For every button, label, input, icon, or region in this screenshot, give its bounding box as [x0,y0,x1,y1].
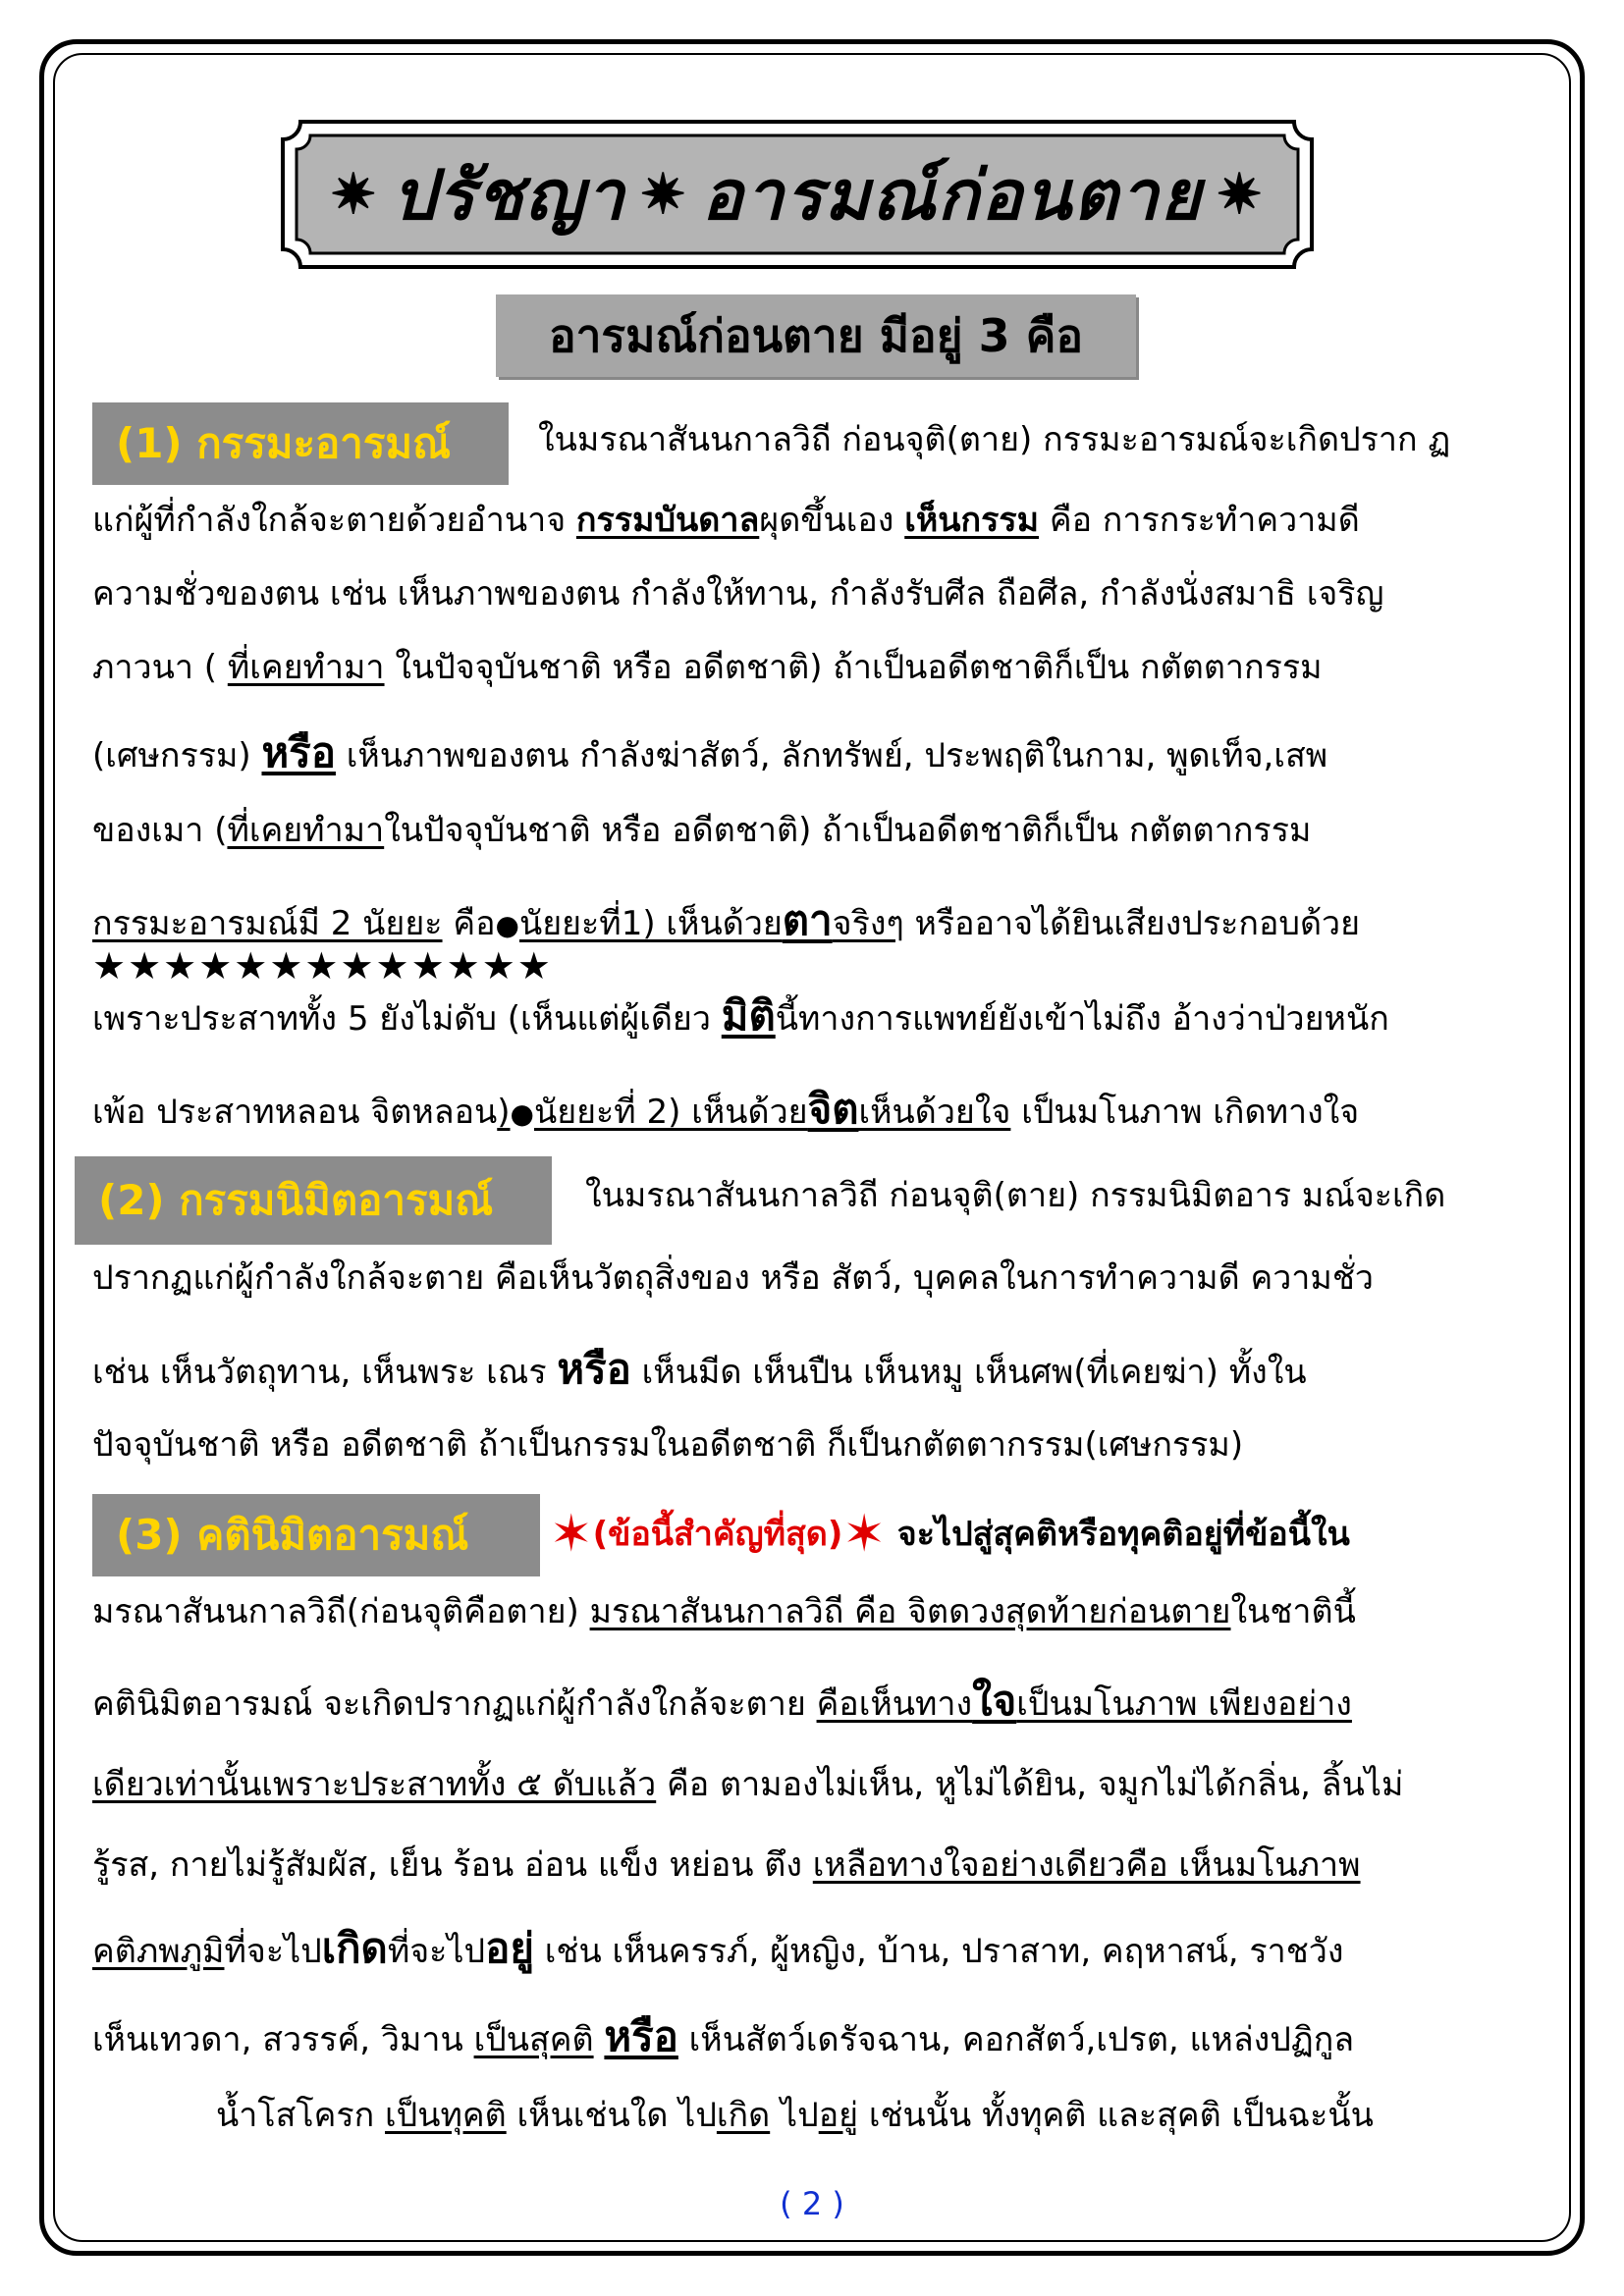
section1-line [538,420,1450,460]
text-segment: หรือ [261,728,336,776]
section3-heading-line [550,1504,1350,1565]
text-segment: ) [497,1093,511,1132]
text-segment: เห็นด้วยใจ [858,1093,1011,1132]
section3-intro: จะไปสู่สุคติหรือทุคติอยู่ที่ข้อนี้ใน [885,1515,1350,1554]
text-segment: มิติ [721,991,776,1040]
title-star-icon: ✷ [639,162,688,227]
section1-line [92,728,1327,777]
text-segment: ผุดขึ้นเอง [759,501,905,540]
text-segment: นัยยะที่ 2) เห็นด้วย [533,1093,808,1132]
section1-line [92,991,1389,1041]
section1-line [92,501,1360,541]
text-segment: ในชาตินี้ [1230,1592,1356,1631]
section1-line [92,648,1323,688]
section2-line [92,1345,1307,1394]
text-segment: ปรากฏแก่ผู้กำลังใกล้จะตาย คือเห็นวัตถุสิ่งของ หรือ สัตว์, บุคคลในการทำความดี ความชั่ว [92,1258,1374,1298]
text-segment: เพ้อ ประสาทหลอน จิตหลอน [92,1093,498,1132]
text-segment: เกิด [716,2096,771,2135]
text-segment: เดียวเท่านั้นเพราะประสาททั้ง ๕ ดับแล้ว [92,1765,657,1804]
text-segment: ที่เคยทำมา [227,648,385,687]
text-segment: เป็นมโนภาพ เกิดทางใจ [1010,1093,1360,1132]
text-segment [594,2020,605,2059]
text-segment: หรือ [604,2012,678,2060]
text-segment: ภาวนา ( [92,648,228,687]
text-segment: กรรมบันดาล [575,501,760,540]
text-segment: คตินิมิตอารมณ์ จะเกิดปรากฏแก่ผู้กำลังใกล้จะตาย [92,1684,817,1724]
text-segment: เป็นสุคติ [473,2020,594,2059]
text-segment: คือ การกระทำความดี [1039,501,1360,540]
page-title [277,116,1318,273]
subtitle-box: อารมณ์ก่อนตาย มีอยู่ 3 คือ [496,294,1136,377]
text-segment: ของเมา ( [92,811,228,850]
text-segment: เห็นเทวดา, สวรรค์, วิมาน [92,2020,474,2059]
text-segment: จิต [807,1085,859,1133]
text-segment: ตา [782,896,833,944]
section2-line [92,1258,1374,1299]
text-segment: นัยยะที่1) เห็นด้วย [518,904,783,943]
text-segment: เห็นกรรม [904,501,1040,540]
section3-line [92,2012,1354,2061]
text-segment: เห็นมีด เห็นปืน เห็นหมู เห็นศพ(ที่เคยฆ่า) ทั้งใน [630,1353,1307,1392]
text-segment: เป็นมโนภาพ เพียงอย่าง [1016,1684,1352,1724]
text-segment: ใจ [972,1677,1017,1725]
important-note: (ข้อนี้สำคัญที่สุด) [592,1515,843,1554]
text-segment: หรืออาจได้ยินเสียงประกอบด้วย [903,904,1361,943]
section1-line [92,574,1384,614]
red-star-icon: ✶ [550,1505,593,1564]
text-segment: คือ [442,904,496,943]
text-segment: ไป [770,2096,819,2135]
section1-line [92,811,1311,851]
stars-divider: ★★★★★★★★★★★★★ [92,944,553,988]
title-star-icon: ✷ [1216,162,1265,227]
text-segment: อยู่ [485,1924,534,1972]
text-segment: ที่จะไป [387,1932,486,1971]
text-segment: อยู่ [818,2096,859,2135]
page-border-inner [53,53,1571,2242]
section1-line [92,1085,1359,1134]
text-segment: เพราะประสาททั้ง 5 ยังไม่ดับ (เห็นแต่ผู้เดียว [92,999,722,1039]
section3-line [92,1677,1352,1726]
text-segment: น้ำโสโครก [216,2096,386,2135]
title-right: อารมณ์ก่อนตาย [701,153,1203,236]
section3-line [92,1592,1356,1632]
text-segment: เช่น เห็นครรภ์, ผู้หญิง, บ้าน, ปราสาท, คฤหาสน์, ราชวัง [533,1932,1344,1971]
text-segment: รู้รส, กายไม่รู้สัมผัส, เย็น ร้อน อ่อน แข็ง หย่อน ตึง [92,1845,813,1885]
section3-line [92,1765,1403,1805]
section1-label: (1) กรรมะอารมณ์ [92,402,509,485]
section3-line [92,1845,1361,1886]
bullet-dot-icon: ● [510,1097,534,1130]
page-number: ( 2 ) [780,2185,844,2222]
text-segment: เห็นสัตว์เดรัจฉาน, คอกสัตว์,เปรต, แหล่งปฏิกูล [677,2020,1355,2059]
text-segment: หรือ [557,1345,631,1393]
text-segment: คติภพภูมิ [92,1932,225,1971]
text-segment: ความชั่วของตน เช่น เห็นภาพของตน กำลังให้ทาน, กำลังรับศีล ถือศีล, กำลังนั่งสมาธิ เจริญ [92,574,1384,614]
text-segment: แก่ผู้ที่กำลังใกล้จะตายด้วยอำนาจ [92,501,576,540]
text-segment: เห็นภาพของตน กำลังฆ่าสัตว์, ลักทรัพย์, ประพฤติในกาม, พูดเท็จ,เสพ [335,736,1328,775]
title-banner [277,116,1318,273]
text-segment: ในปัจจุบันชาติ หรือ อดีตชาติ) ถ้าเป็นอดีตชาติก็เป็น กตัตตากรรม [384,811,1312,850]
text-segment: มรณาสันนกาลวิถี คือ จิตดวงสุดท้ายก่อนตาย [589,1592,1231,1631]
title-star-icon: ✷ [330,162,379,227]
text-segment: มรณาสันนกาลวิถี(ก่อนจุติคือตาย) [92,1592,590,1631]
text-segment: ในมรณาสันนกาลวิถี ก่อนจุติ(ตาย) กรรมะอารมณ์จะเกิดปราก ฏ [538,420,1451,459]
text-segment: คือเห็นทาง [816,1684,973,1724]
section3-label: (3) คตินิมิตอารมณ์ [92,1494,540,1576]
text-segment: เกิด [321,1924,388,1972]
title-left: ปรัชญา [392,153,626,236]
text-segment: ปัจจุบันชาติ หรือ อดีตชาติ ถ้าเป็นกรรมในอดีตชาติ ก็เป็นกตัตตากรรม(เศษกรรม) [92,1425,1244,1465]
text-segment: ในปัจจุบันชาติ หรือ อดีตชาติ) ถ้าเป็นอดีตชาติก็เป็น กตัตตากรรม [384,648,1323,687]
section3-line [216,2096,1374,2136]
text-segment: เห็นเช่นใด ไป [506,2096,717,2135]
section1-line [92,896,1360,945]
section2-line [585,1176,1445,1216]
text-segment: จริงๆ [832,904,904,943]
red-star-icon: ✶ [842,1505,886,1564]
text-segment: กรรมะอารมณ์มี 2 นัยยะ [92,904,443,943]
text-segment: คือ ตามองไม่เห็น, หูไม่ได้ยิน, จมูกไม่ได้กลิ่น, ลิ้นไม่ [656,1765,1404,1804]
text-segment: เช่นนั้น ทั้งทุคติ และสุคติ เป็นฉะนั้น [858,2096,1374,2135]
section2-line [92,1425,1243,1466]
text-segment: (เศษกรรม) [92,736,262,775]
text-segment: เช่น เห็นวัตถุทาน, เห็นพระ เณร [92,1353,558,1392]
text-segment: ที่จะไป [224,1932,322,1971]
section3-line [92,1924,1344,1973]
text-segment: เหลือทางใจอย่างเดียวคือ เห็นมโนภาพ [812,1845,1361,1885]
bullet-dot-icon: ● [495,909,519,941]
section2-label: (2) กรรมนิมิตอารมณ์ [75,1156,552,1245]
text-segment: ที่เคยทำมา [227,811,385,850]
text-segment: นี้ทางการแพทย์ยังเข้าไม่ถึง อ้างว่าป่วยหนัก [775,999,1389,1039]
text-segment: เป็นทุคติ [385,2096,507,2135]
text-segment: ในมรณาสันนกาลวิถี ก่อนจุติ(ตาย) กรรมนิมิตอาร มณ์จะเกิด [585,1176,1446,1215]
